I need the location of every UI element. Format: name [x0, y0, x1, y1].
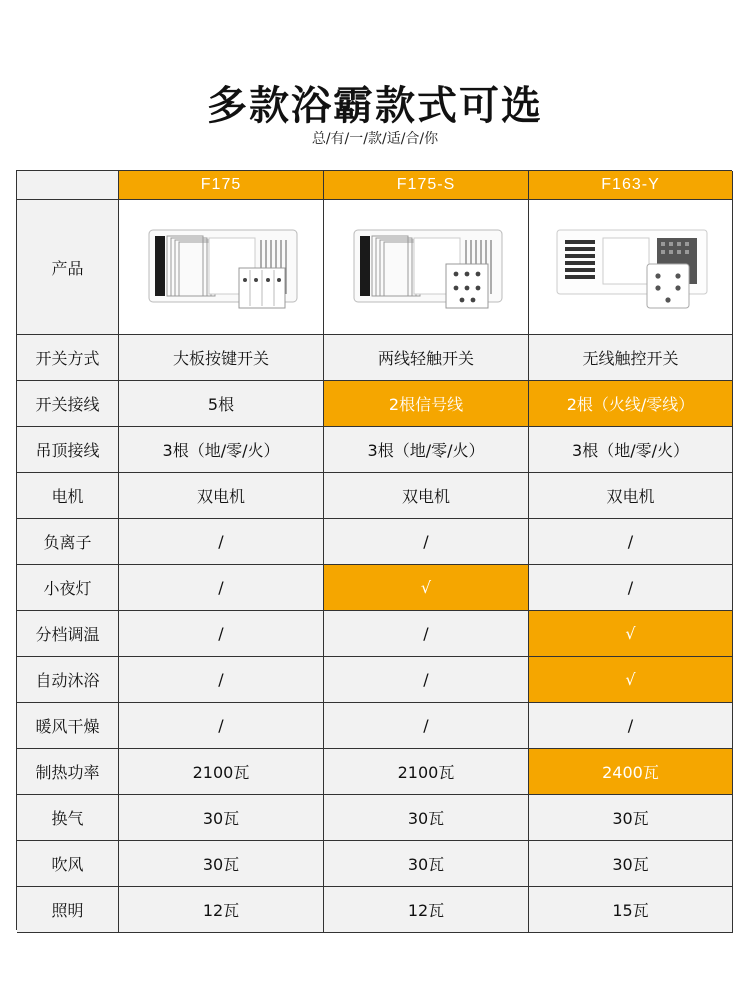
table-cell: 30瓦 [529, 841, 733, 887]
table-cell: 30瓦 [324, 841, 529, 887]
table-cell: 3根（地/零/火） [324, 427, 529, 473]
table-cell: / [119, 565, 324, 611]
table-cell: / [324, 611, 529, 657]
table-cell: 5根 [119, 381, 324, 427]
table-cell: √ [324, 565, 529, 611]
table-cell: 12瓦 [119, 887, 324, 933]
bath-heater-f175-image [141, 224, 301, 310]
table-cell: 双电机 [324, 473, 529, 519]
row-label: 吊顶接线 [17, 427, 119, 473]
product-image-f175s [324, 200, 529, 335]
product-image-f175 [119, 200, 324, 335]
model-header-f175s: F175-S [324, 171, 529, 200]
table-cell: 12瓦 [324, 887, 529, 933]
bath-heater-f163y-image [551, 224, 711, 310]
table-cell: 30瓦 [529, 795, 733, 841]
table-cell: √ [529, 657, 733, 703]
table-cell: 2100瓦 [324, 749, 529, 795]
table-cell: / [324, 657, 529, 703]
table-cell: 30瓦 [324, 795, 529, 841]
table-cell: 30瓦 [119, 841, 324, 887]
row-label: 开关接线 [17, 381, 119, 427]
bath-heater-f175s-image [346, 224, 506, 310]
table-cell: / [324, 703, 529, 749]
row-label: 制热功率 [17, 749, 119, 795]
table-cell: / [119, 519, 324, 565]
row-label: 电机 [17, 473, 119, 519]
row-label: 照明 [17, 887, 119, 933]
table-cell: / [529, 519, 733, 565]
table-cell: 大板按键开关 [119, 335, 324, 381]
product-image-f163y [529, 200, 733, 335]
table-cell: 3根（地/零/火） [529, 427, 733, 473]
table-cell: 2根（火线/零线） [529, 381, 733, 427]
table-cell: 30瓦 [119, 795, 324, 841]
table-cell: 无线触控开关 [529, 335, 733, 381]
table-cell: 两线轻触开关 [324, 335, 529, 381]
table-cell: 2根信号线 [324, 381, 529, 427]
row-label: 吹风 [17, 841, 119, 887]
model-header-f175: F175 [119, 171, 324, 200]
header-empty-cell [17, 171, 119, 200]
row-label: 暖风干燥 [17, 703, 119, 749]
row-label: 分档调温 [17, 611, 119, 657]
row-label: 换气 [17, 795, 119, 841]
model-header-f163y: F163-Y [529, 171, 733, 200]
table-cell: / [119, 657, 324, 703]
table-cell: / [529, 703, 733, 749]
page-title: 多款浴霸款式可选 [207, 83, 543, 129]
page-subtitle: 总/有/一/款/适/合/你 [311, 131, 439, 147]
comparison-table [16, 170, 732, 930]
row-label-product: 产品 [17, 200, 119, 335]
table-cell: / [324, 519, 529, 565]
row-label: 开关方式 [17, 335, 119, 381]
table-cell: 3根（地/零/火） [119, 427, 324, 473]
row-label: 负离子 [17, 519, 119, 565]
table-cell: √ [529, 611, 733, 657]
table-cell: 15瓦 [529, 887, 733, 933]
table-cell: 双电机 [119, 473, 324, 519]
row-label: 小夜灯 [17, 565, 119, 611]
table-cell: 2400瓦 [529, 749, 733, 795]
row-label: 自动沐浴 [17, 657, 119, 703]
table-cell: / [119, 611, 324, 657]
table-cell: / [119, 703, 324, 749]
table-cell: 双电机 [529, 473, 733, 519]
table-cell: 2100瓦 [119, 749, 324, 795]
table-cell: / [529, 565, 733, 611]
